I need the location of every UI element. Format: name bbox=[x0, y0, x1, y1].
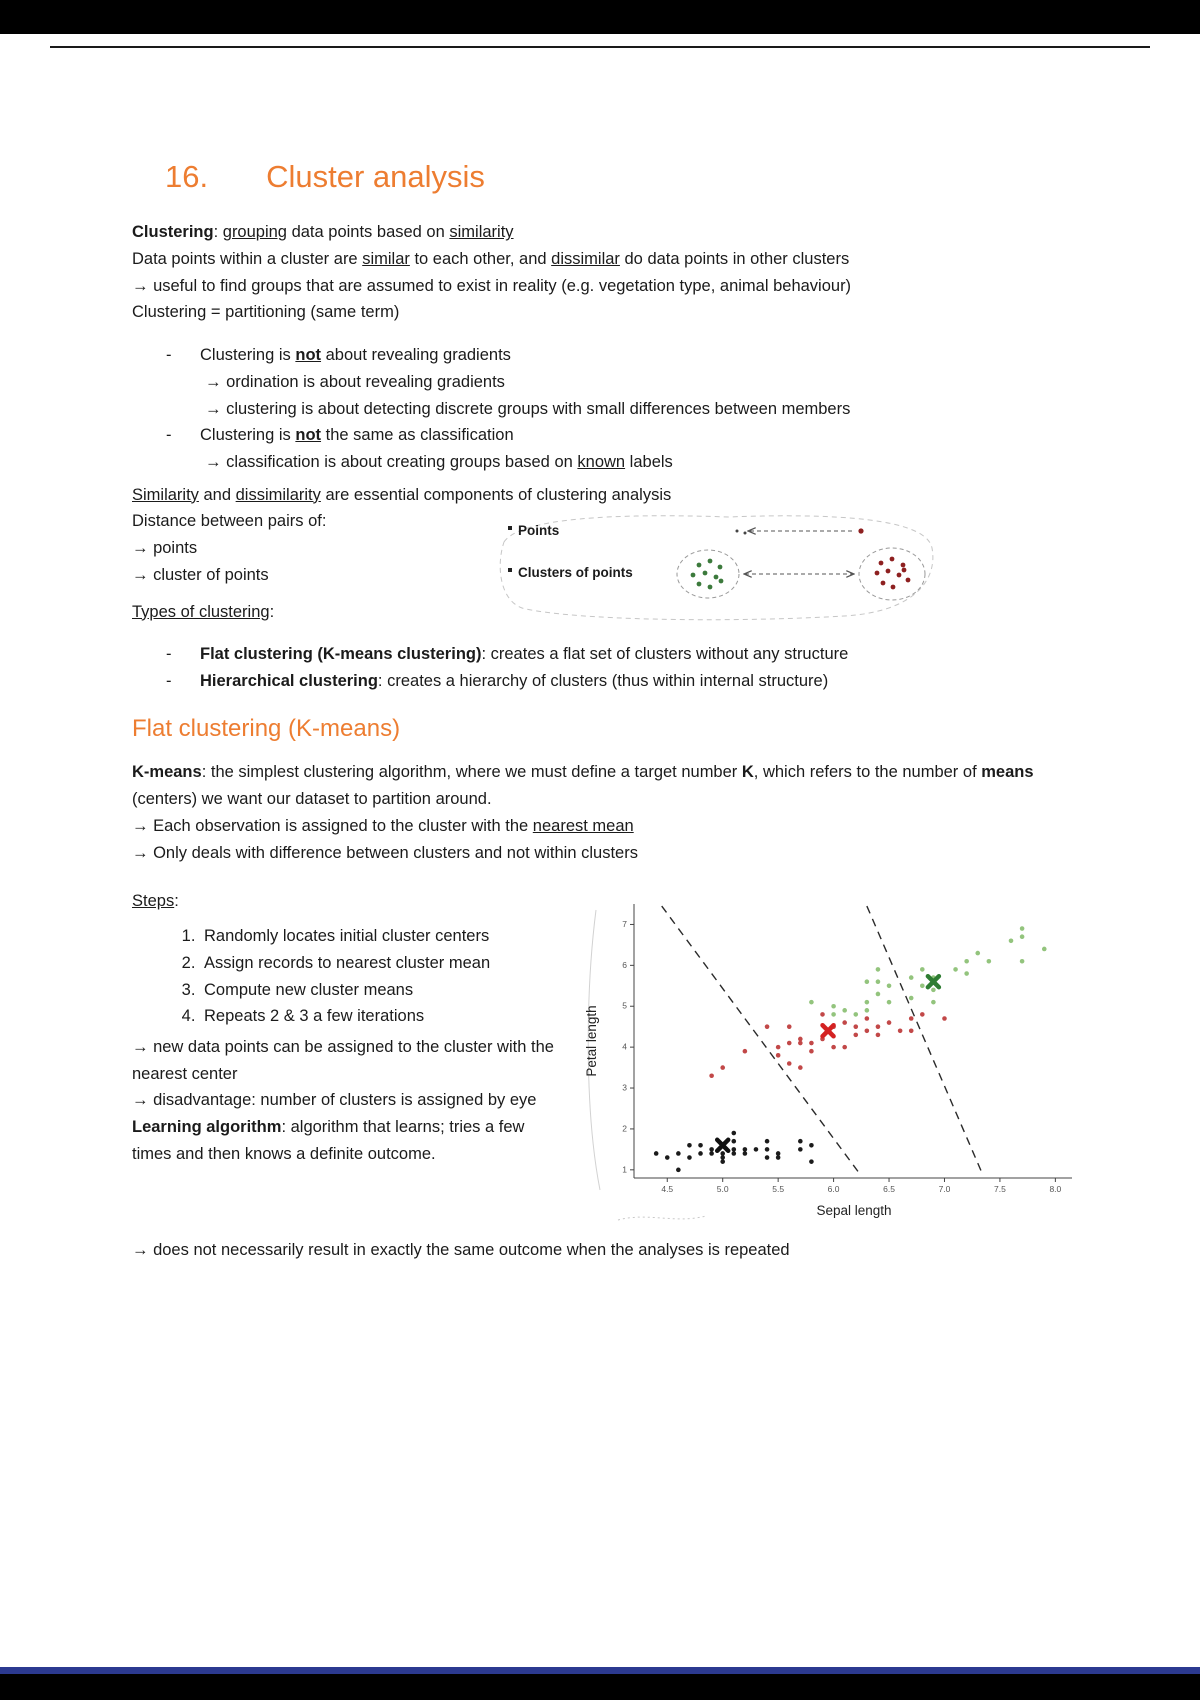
bullet-item-classification bbox=[200, 422, 1068, 475]
distance-arrow-clusters: → cluster of points bbox=[132, 565, 269, 584]
bullet-item-gradients bbox=[200, 342, 1068, 422]
usefulness-note: → useful to find groups that are assumed to exist in reality (e.g. vegetation type, animal behaviour) bbox=[132, 276, 852, 295]
steps-note-disadvantage: → disadvantage: number of clusters is assigned by eye bbox=[132, 1091, 537, 1110]
distance-pairs-title: Distance between pairs of: bbox=[132, 512, 327, 531]
kmeans-arrow-nearest-mean: → Each observation is assigned to the cluster with the nearest mean bbox=[132, 816, 634, 835]
svg-text:6.0: 6.0 bbox=[827, 1184, 840, 1195]
types-list bbox=[132, 641, 1068, 694]
type-hierarchical-text: - Hierarchical clustering: creates a hierarchy of clusters (thus within internal structure) bbox=[200, 671, 829, 690]
step-item-3: 3. Compute new cluster means bbox=[200, 977, 564, 1004]
sub-note-known-labels: → classification is about creating groups based on known labels bbox=[205, 452, 673, 471]
kmeans-arrow-between-clusters: → Only deals with difference between clusters and not within clusters bbox=[132, 843, 638, 862]
footer-blue-line bbox=[0, 1667, 1200, 1674]
step-item-2: 2. Assign records to nearest cluster mean bbox=[200, 950, 564, 977]
flat-clustering-heading: Flat clustering (K-means) bbox=[132, 714, 401, 742]
type-flat-text: - Flat clustering (K-means clustering): creates a flat set of clusters without any structure bbox=[200, 645, 849, 664]
clustering-bullets-list bbox=[132, 342, 1068, 476]
steps-list bbox=[132, 923, 564, 1030]
similarity-components-line: Similarity and dissimilarity are essential components of clustering analysis bbox=[132, 485, 672, 504]
svg-text:7.5: 7.5 bbox=[994, 1184, 1006, 1195]
type-hierarchical-item bbox=[200, 668, 1068, 695]
sub-note-ordination: → ordination is about revealing gradients bbox=[205, 372, 505, 391]
steps-note-nearest-center: → new data points can be assigned to the cluster with the nearest center bbox=[132, 1037, 554, 1083]
steps-column bbox=[132, 888, 564, 1167]
svg-text:5.5: 5.5 bbox=[772, 1184, 785, 1195]
svg-text:7.0: 7.0 bbox=[938, 1184, 951, 1195]
scatter-plot-svg bbox=[582, 888, 1082, 1228]
svg-text:6.5: 6.5 bbox=[883, 1184, 895, 1195]
hand-drawn-mark-bottom bbox=[618, 1216, 706, 1220]
step-item-4: 4. Repeats 2 & 3 a few iterations bbox=[200, 1003, 564, 1030]
chapter-title: Cluster analysis bbox=[266, 159, 485, 194]
kmeans-definition: K-means: the simplest clustering algorithm, where we must define a target number K, which refers to the number of means (centers) we want our dataset to partition around. bbox=[132, 763, 1034, 809]
step-item-1: 1. Randomly locates initial cluster centers bbox=[200, 923, 564, 950]
red-cluster-ellipse bbox=[859, 548, 925, 600]
svg-text:4: 4 bbox=[622, 1041, 627, 1052]
clusters-label: Clusters of points bbox=[518, 565, 633, 581]
bullet-text: - Clustering is not about revealing gradients bbox=[200, 346, 511, 365]
learning-algorithm-note: → does not necessarily result in exactly the same outcome when the analyses is repeated bbox=[132, 1241, 790, 1260]
top-black-bar bbox=[0, 0, 1200, 34]
header-rule bbox=[50, 46, 1150, 48]
steps-and-figure-row bbox=[132, 888, 1068, 1237]
clustering-definition: Clustering: grouping data points based on similarity bbox=[132, 223, 514, 242]
bottom-black-bar bbox=[0, 1674, 1200, 1700]
points-clusters-diagram bbox=[494, 510, 939, 622]
sub-note-discrete-groups: → clustering is about detecting discrete groups with small differences between members bbox=[205, 399, 851, 418]
chapter-number: 16. bbox=[165, 159, 209, 194]
bullet-marker bbox=[508, 526, 512, 530]
type-flat-item bbox=[200, 641, 1068, 668]
x-axis-label: Sepal length bbox=[816, 1203, 892, 1219]
partitioning-line: Clustering = partitioning (same term) bbox=[132, 303, 400, 322]
svg-text:4.5: 4.5 bbox=[661, 1184, 674, 1195]
points-label: Points bbox=[518, 523, 560, 539]
types-of-clustering-heading: Types of clustering: bbox=[132, 602, 275, 621]
distance-arrow-points: → points bbox=[132, 539, 198, 558]
green-cluster-ellipse bbox=[677, 550, 739, 598]
kmeans-scatter-figure bbox=[582, 888, 1082, 1237]
svg-text:5.0: 5.0 bbox=[716, 1184, 729, 1195]
y-axis-label: Petal length bbox=[584, 1005, 599, 1078]
bullet-marker bbox=[508, 568, 512, 572]
svg-text:6: 6 bbox=[622, 960, 627, 971]
bullet-text: - Clustering is not the same as classification bbox=[200, 426, 514, 445]
distance-pairs-block bbox=[132, 508, 1068, 588]
svg-text:7: 7 bbox=[622, 919, 627, 930]
steps-heading: Steps: bbox=[132, 892, 179, 911]
svg-text:3: 3 bbox=[622, 1082, 627, 1093]
svg-text:8.0: 8.0 bbox=[1049, 1184, 1062, 1195]
svg-text:5: 5 bbox=[622, 1001, 627, 1012]
chapter-heading bbox=[165, 158, 1068, 195]
svg-text:1: 1 bbox=[622, 1164, 627, 1175]
cluster-similarity-line: Data points within a cluster are similar to each other, and dissimilar do data points in other clusters bbox=[132, 249, 850, 268]
svg-text:2: 2 bbox=[622, 1123, 627, 1134]
learning-algorithm-paragraph: Learning algorithm: algorithm that learns; tries a few times and then knows a definite outcome. bbox=[132, 1118, 525, 1163]
page-content bbox=[132, 140, 1068, 1264]
